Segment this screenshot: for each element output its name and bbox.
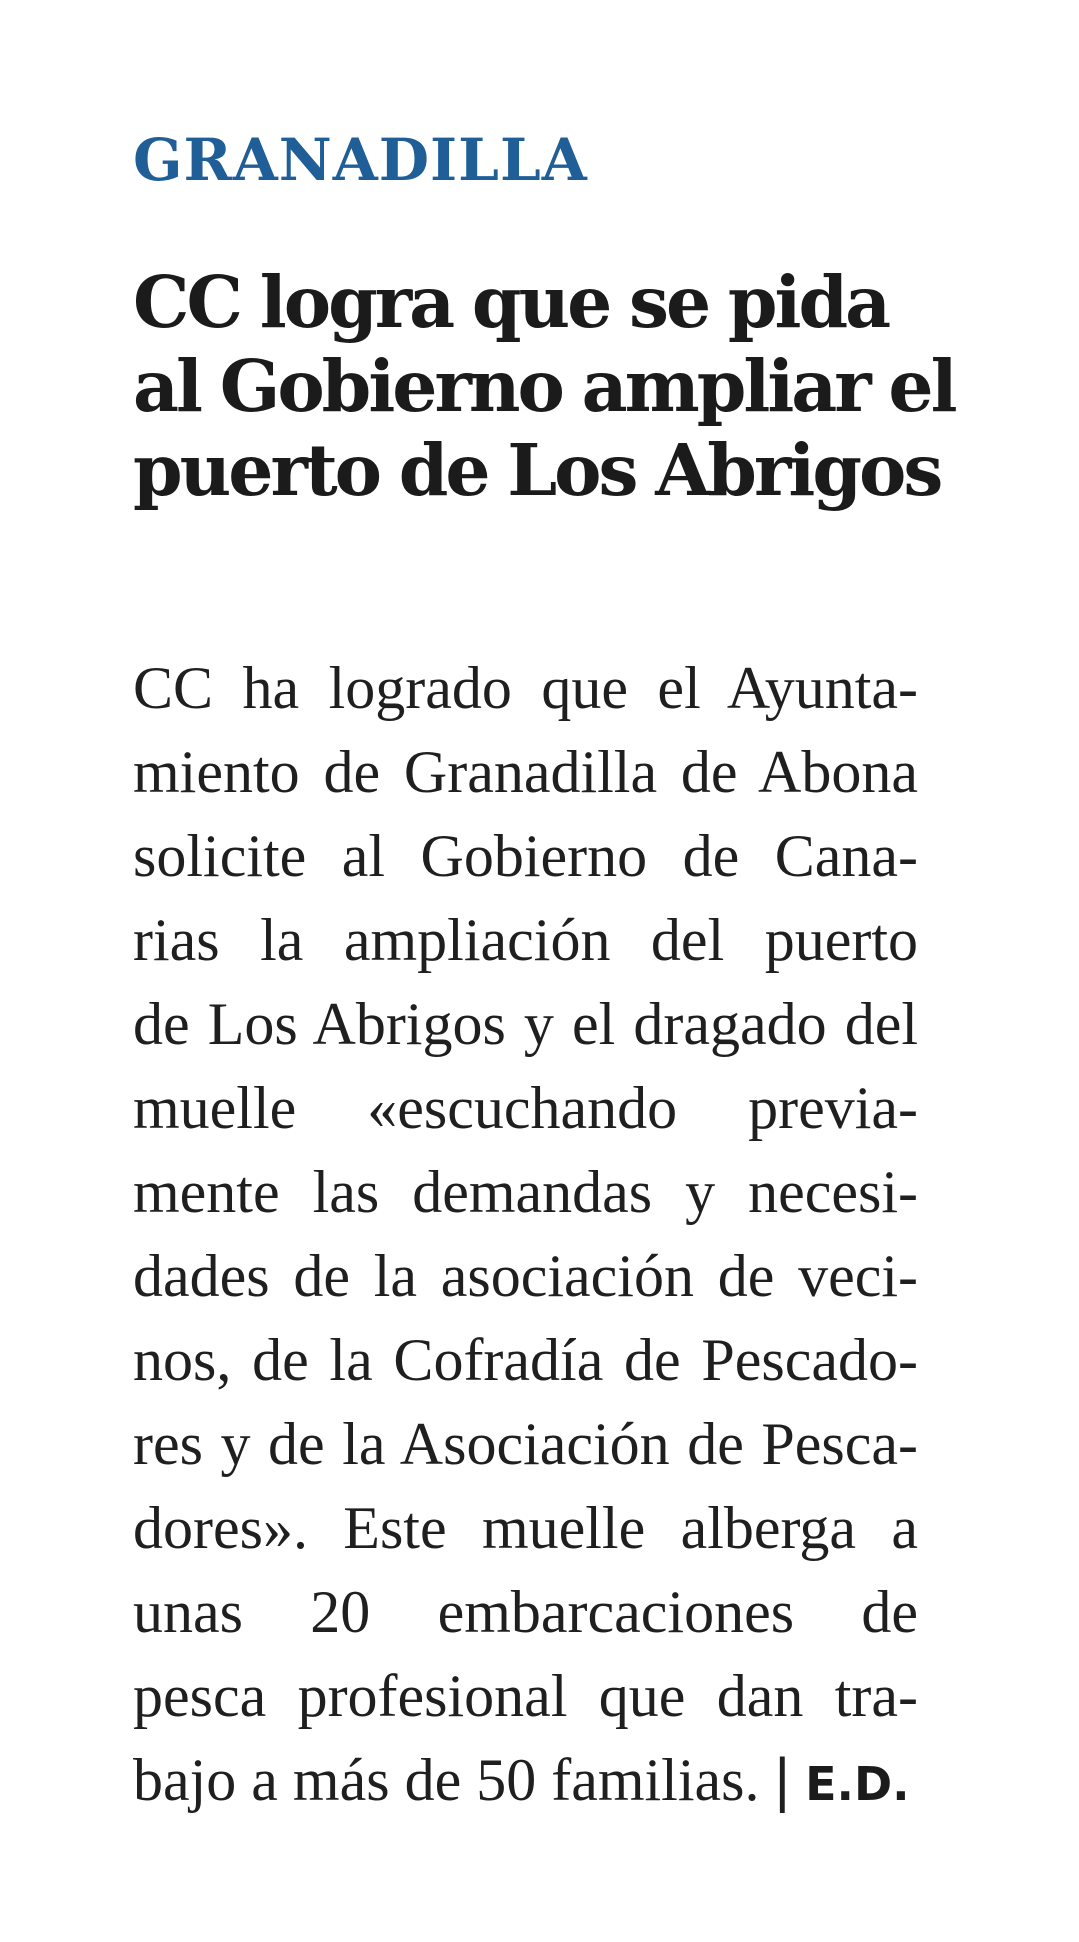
body-line: pesca profesional que dan tra- [133,1663,918,1729]
byline-separator: | [774,1746,791,1813]
headline-line: puerto de Los Abrigos [133,428,941,512]
headline [133,260,955,512]
article-body [133,646,918,1822]
body-line: unas 20 embarcaciones de [133,1579,918,1645]
body-line: dores». Este muelle alberga a [133,1495,918,1561]
body-line: muelle «escuchando previa- [133,1075,918,1141]
body-last-line [133,1738,918,1822]
body-line: rias la ampliación del puerto [133,907,918,973]
body-line: solicite al Gobierno de Cana- [133,823,918,889]
headline-line: al Gobierno ampliar el [133,344,955,428]
body-line: de Los Abrigos y el dragado del [133,991,918,1057]
body-line: CC ha logrado que el Ayunta- [133,655,918,721]
body-line: nos, de la Cofradía de Pescado- [133,1327,918,1393]
byline: E.D. [805,1757,910,1811]
section-label: GRANADILLA [133,126,588,194]
headline-line: CC logra que se pida [133,260,889,344]
body-line: dades de la asociación de veci- [133,1243,918,1309]
body-line: miento de Granadilla de Abona [133,739,918,805]
body-line: bajo a más de 50 familias. [133,1747,760,1813]
body-line: mente las demandas y necesi- [133,1159,918,1225]
body-line: res y de la Asociación de Pesca- [133,1411,918,1477]
article-header [133,118,955,512]
